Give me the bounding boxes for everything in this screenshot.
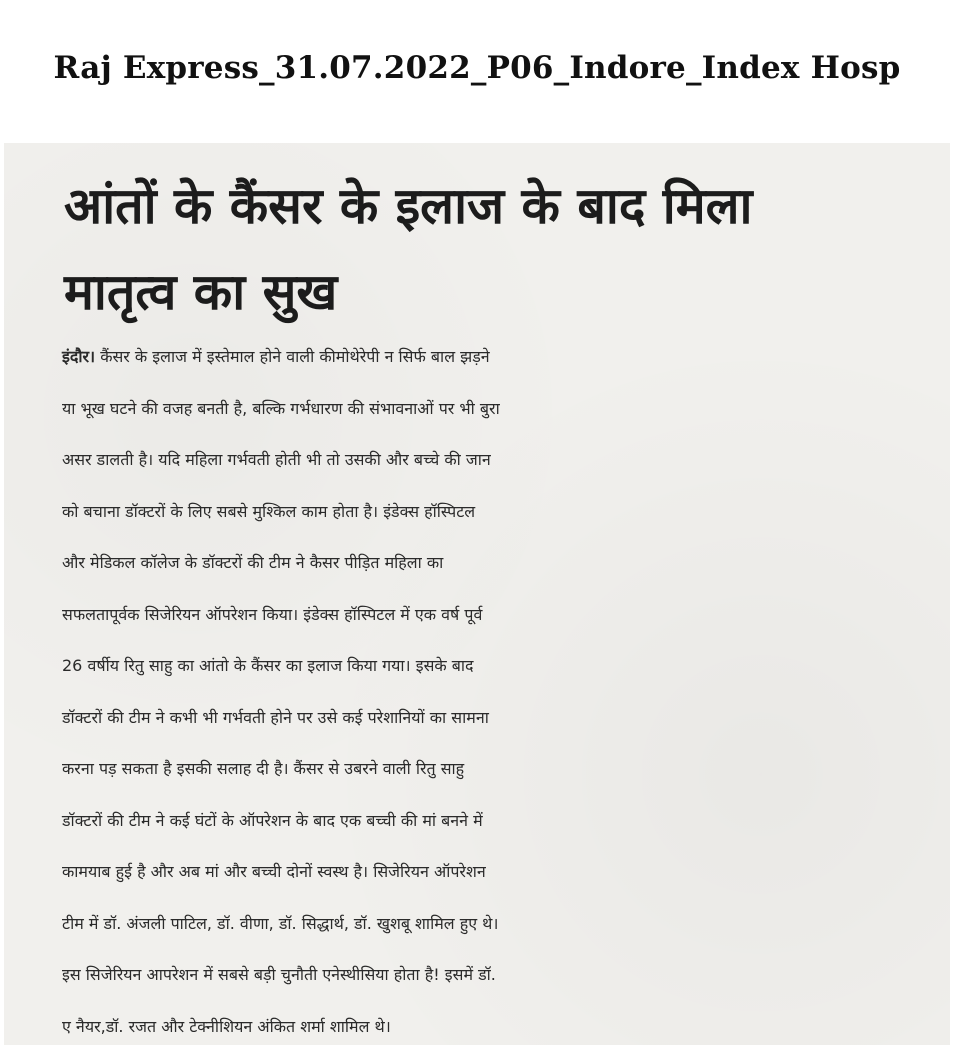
body-line-text: कैंसर के इलाज में इस्तेमाल होने वाली कीमोथेरेपी न सिर्फ बाल झड़ने <box>95 347 490 366</box>
clipping-caption: Raj Express_31.07.2022_P06_Indore_Index Hosp <box>53 50 901 86</box>
headline-line-1: आंतों के कैंसर के इलाज के बाद मिला <box>64 177 753 235</box>
body-line: 26 वर्षीय रितु साहु का आंतो के कैंसर का इलाज किया गया। इसके बाद <box>62 656 474 675</box>
body-line <box>62 331 942 383</box>
body-line: सफलतापूर्वक सिजेरियन ऑपरेशन किया। इंडेक्स हॉस्पिटल में एक वर्ष पूर्व <box>62 604 483 624</box>
body-line: असर डालती है। यदि महिला गर्भवती होती भी तो उसकी और बच्चे की जान <box>62 450 491 469</box>
body-line: को बचाना डॉक्टरों के लिए सबसे मुश्किल काम होता है। इंडेक्स हॉस्पिटल <box>62 501 476 521</box>
body-line: डॉक्टरों की टीम ने कई घंटों के ऑपरेशन के बाद एक बच्ची की मां बनने में <box>62 810 483 830</box>
headline-line-2: मातृत्व का सुख <box>64 263 338 321</box>
body-line: डॉक्टरों की टीम ने कभी भी गर्भवती होने पर उसे कई परेशानियों का सामना <box>62 707 489 727</box>
body-line: इस सिजेरियन आपरेशन में सबसे बड़ी चुनौती एनेस्थीसिया होता है! इसमें डॉ. <box>62 965 496 984</box>
body-line: करना पड़ सकता है इसकी सलाह दी है। कैंसर से उबरने वाली रितु साहु <box>62 759 465 778</box>
body-line: या भूख घटने की वजह बनती है, बल्कि गर्भधारण की संभावनाओं पर भी बुरा <box>62 398 500 418</box>
body-line: कामयाब हुई है और अब मां और बच्ची दोनों स्वस्थ है। सिजेरियन ऑपरेशन <box>62 862 486 881</box>
body-line: ए नैयर,डॉ. रजत और टेक्नीशियन अंकित शर्मा शामिल थे। <box>62 1016 391 1036</box>
body-line: टीम में डॉ. अंजली पाटिल, डॉ. वीणा, डॉ. सिद्धार्थ, डॉ. खुशबू शामिल हुए थे। <box>62 913 499 933</box>
newspaper-clipping <box>4 143 950 1045</box>
article-body <box>62 331 942 1045</box>
dateline: इंदौर। <box>62 347 96 366</box>
article-headline <box>64 163 924 335</box>
body-line: और मेडिकल कॉलेज के डॉक्टरों की टीम ने कैसर पीड़ित महिला का <box>62 553 444 572</box>
